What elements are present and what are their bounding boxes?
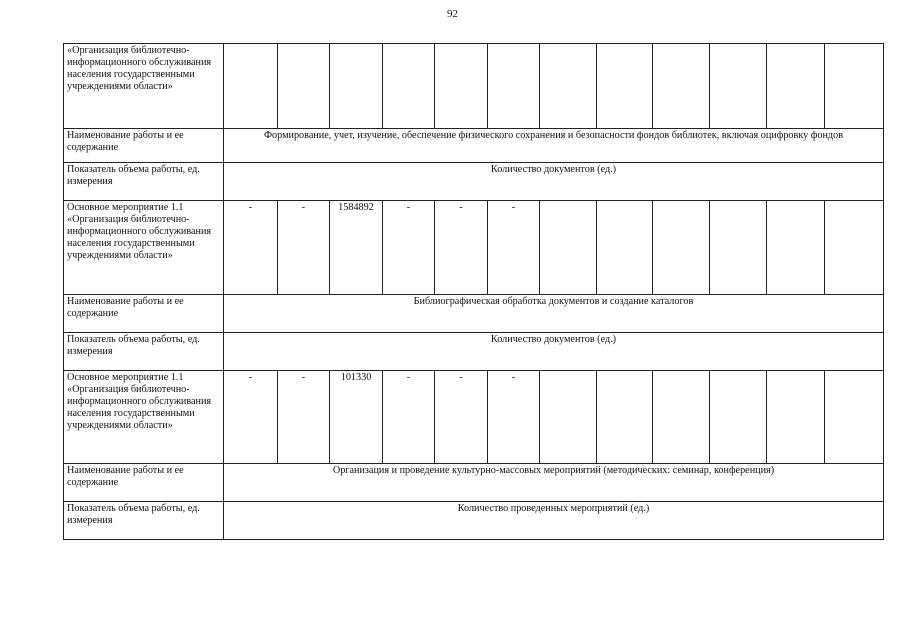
value-cell: -	[224, 371, 278, 464]
value-cell: 1584892	[330, 201, 383, 295]
work-description: Формирование, учет, изучение, обеспечение физического сохранения и безопасности фондов библиотек, включая оцифровку фондов	[224, 129, 884, 163]
value-cell	[540, 44, 597, 129]
row-label: Основное мероприятие 1.1 «Организация библиотечно-информационного обслуживания населения государственными учреждениями области»	[64, 201, 224, 295]
value-cell: 101330	[330, 371, 383, 464]
value-cell	[540, 371, 597, 464]
work-description: Организация и проведение культурно-массовых мероприятий (методических: семинар, конференция)	[224, 464, 884, 502]
row-label: Показатель объема работы, ед. измерения	[64, 502, 224, 540]
table-row	[64, 371, 884, 464]
page-number: 92	[447, 8, 458, 20]
row-label: «Организация библиотечно-информационного обслуживания населения государственными учреждениями области»	[64, 44, 224, 129]
table-row	[64, 502, 884, 540]
value-cell: -	[224, 201, 278, 295]
value-cell	[825, 44, 884, 129]
table-row	[64, 44, 884, 129]
value-cell	[825, 201, 884, 295]
value-cell	[330, 44, 383, 129]
table-row	[64, 129, 884, 163]
value-cell: -	[435, 371, 488, 464]
row-label: Наименование работы и ее содержание	[64, 464, 224, 502]
value-cell	[825, 371, 884, 464]
row-label: Основное мероприятие 1.1 «Организация библиотечно-информационного обслуживания населения государственными учреждениями области»	[64, 371, 224, 464]
value-cell: -	[435, 201, 488, 295]
value-cell: -	[488, 371, 540, 464]
value-cell	[710, 371, 767, 464]
value-cell	[710, 44, 767, 129]
value-cell	[653, 371, 710, 464]
value-cell	[383, 44, 435, 129]
value-cell	[597, 201, 653, 295]
value-cell	[597, 44, 653, 129]
value-cell	[278, 44, 330, 129]
work-description: Библиографическая обработка документов и создание каталогов	[224, 295, 884, 333]
volume-indicator: Количество документов (ед.)	[224, 163, 884, 201]
value-cell	[710, 201, 767, 295]
value-cell	[653, 201, 710, 295]
table-row	[64, 464, 884, 502]
volume-indicator: Количество проведенных мероприятий (ед.)	[224, 502, 884, 540]
value-cell: -	[488, 201, 540, 295]
value-cell: -	[278, 371, 330, 464]
row-label: Показатель объема работы, ед. измерения	[64, 163, 224, 201]
row-label: Наименование работы и ее содержание	[64, 295, 224, 333]
value-cell	[488, 44, 540, 129]
value-cell: -	[278, 201, 330, 295]
value-cell	[597, 371, 653, 464]
row-label: Показатель объема работы, ед. измерения	[64, 333, 224, 371]
table-row	[64, 201, 884, 295]
volume-indicator: Количество документов (ед.)	[224, 333, 884, 371]
value-cell	[653, 44, 710, 129]
value-cell	[435, 44, 488, 129]
table-row	[64, 163, 884, 201]
measures-table	[63, 43, 884, 540]
value-cell	[767, 44, 825, 129]
value-cell: -	[383, 371, 435, 464]
table-row	[64, 333, 884, 371]
row-label: Наименование работы и ее содержание	[64, 129, 224, 163]
value-cell	[224, 44, 278, 129]
value-cell: -	[383, 201, 435, 295]
value-cell	[767, 201, 825, 295]
table-row	[64, 295, 884, 333]
value-cell	[540, 201, 597, 295]
value-cell	[767, 371, 825, 464]
